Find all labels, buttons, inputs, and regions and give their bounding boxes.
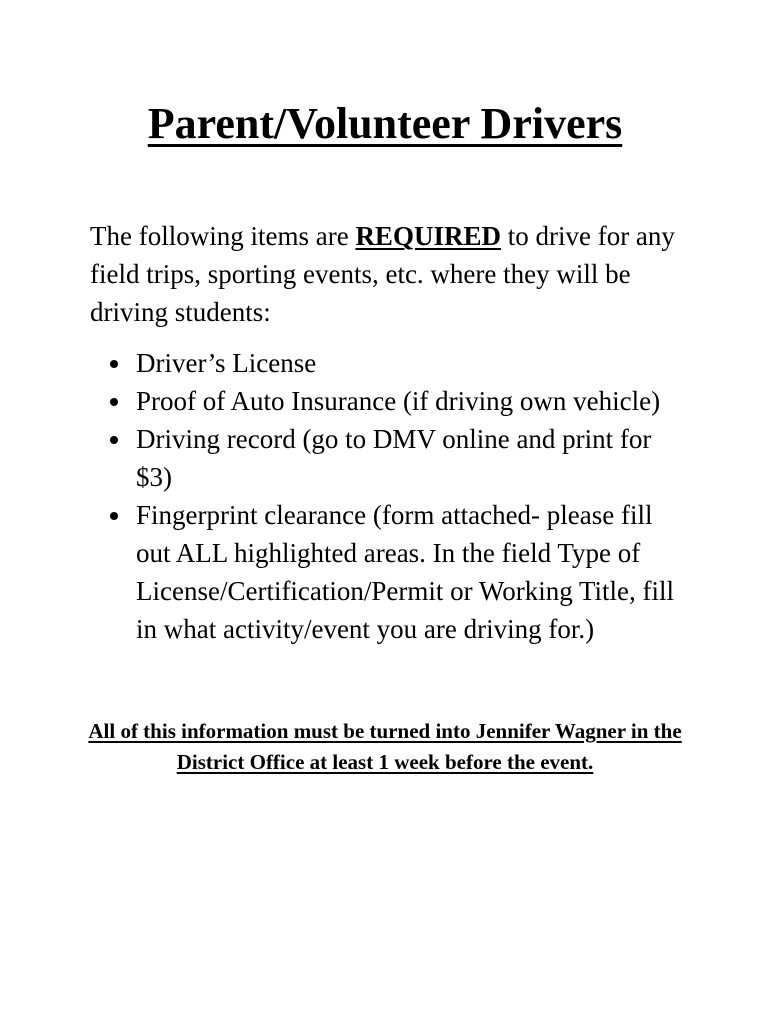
required-emphasis: REQUIRED [355, 221, 501, 251]
intro-paragraph [90, 217, 690, 331]
list-item-text: Fingerprint clearance (form attached- please fill out ALL highlighted areas. In the field Type of License/Certification/Permit or Working Title, fill in what activity/event you are driving for.) [136, 500, 675, 644]
requirements-list [90, 344, 690, 648]
bullet-icon [110, 360, 118, 368]
list-item [90, 382, 690, 420]
list-item-text: Driver’s License [136, 348, 317, 378]
bullet-icon [110, 436, 118, 444]
intro-text-before: The following items are [90, 221, 356, 251]
list-item [90, 496, 690, 648]
deadline-notice: All of this information must be turned into Jennifer Wagner in the District Office at least 1 week before the event. [88, 719, 682, 774]
list-item [90, 344, 690, 382]
list-item-text: Driving record (go to DMV online and print for $3) [136, 424, 652, 492]
document-title: Parent/Volunteer Drivers [147, 99, 623, 148]
bullet-icon [110, 398, 118, 406]
bullet-icon [110, 512, 118, 520]
list-item-text: Proof of Auto Insurance (if driving own vehicle) [136, 386, 661, 416]
list-item [90, 420, 690, 496]
intro-text-after: to drive for any field trips, sporting events, etc. where they will be driving students: [90, 221, 675, 327]
